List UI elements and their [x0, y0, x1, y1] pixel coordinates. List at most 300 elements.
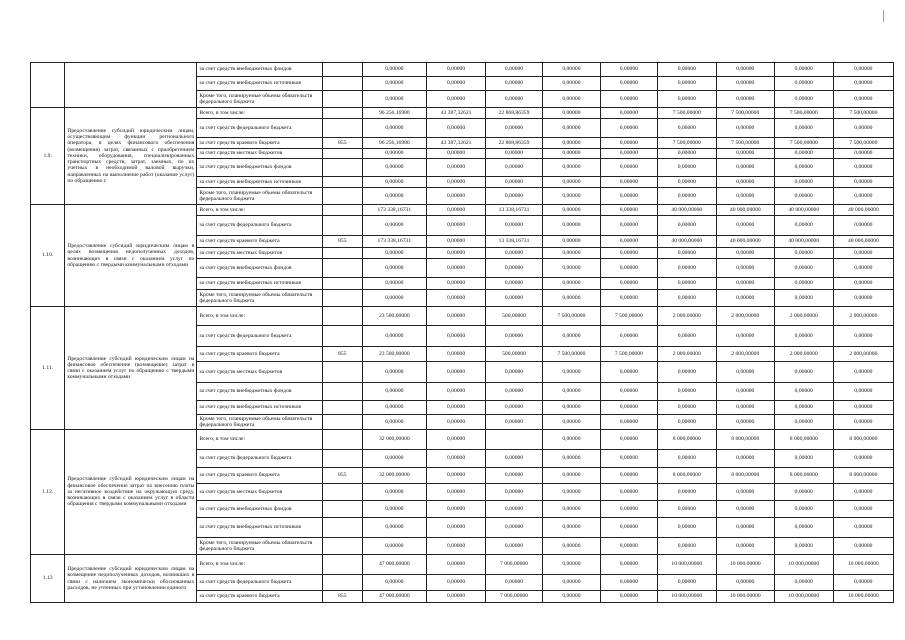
amount-cell: 7 500,00000	[542, 347, 600, 362]
amount-cell: 0,00000	[542, 278, 600, 290]
amount-cell: 0,00000	[427, 415, 486, 430]
amount-cell: 0,00000	[833, 326, 893, 347]
amount-cell: 0,00000	[774, 501, 833, 518]
funding-source-cell: Кроме того, планируемые объемы обязательств федерального бюджета	[197, 415, 323, 430]
table-row	[31, 430, 894, 450]
activity-name-cell: Предоставление субсидий юридическим лицам, осуществляющим функции регионального оператора, в целях финансового обеспечения (возмещения) затрат, связанных с приобретением техники, оборудования, специализированных транспортных средств, затрат, заемных, по их учетных в необходимой валовой выручки, направленных на выполнение работ (оказание услуг) по обращению с	[65, 108, 197, 205]
funding-source-cell: Всего, в том числе:	[197, 430, 323, 450]
amount-cell: 0,00000	[716, 290, 774, 307]
amount-cell: 0,00000	[486, 188, 543, 205]
amount-cell: 0,00000	[362, 538, 426, 555]
amount-cell: 96 256,16980	[362, 108, 426, 119]
funding-source-cell: за счет средств внебюджетных источников	[197, 518, 323, 538]
amount-cell: 8 000,00000	[774, 468, 833, 484]
amount-cell: 2 000,00000	[833, 307, 893, 326]
amount-cell: 0,00000	[600, 555, 657, 575]
amount-cell: 0,00000	[833, 518, 893, 538]
amount-cell: 0,00000	[486, 518, 543, 538]
budget-code-cell	[322, 401, 362, 415]
amount-cell: 0,00000	[362, 383, 426, 401]
funding-source-cell: за счет средств местных бюджетов	[197, 484, 323, 501]
amount-cell: 0,00000	[716, 362, 774, 383]
amount-cell: 0,00000	[600, 501, 657, 518]
amount-cell: 0,00000	[774, 450, 833, 468]
amount-cell: 0,00000	[486, 248, 543, 259]
amount-cell: 0,00000	[427, 119, 486, 138]
amount-cell: 0,00000	[486, 326, 543, 347]
amount-cell: 0,00000	[427, 326, 486, 347]
amount-cell: 0,00000	[362, 278, 426, 290]
funding-source-cell: за счет средств внебюджетных фондов	[197, 159, 323, 177]
amount-cell: 0,00000	[362, 77, 426, 91]
amount-cell: 0,00000	[774, 415, 833, 430]
amount-cell: 2 000,00000	[716, 347, 774, 362]
amount-cell: 8 000,00000	[716, 468, 774, 484]
amount-cell: 0,00000	[427, 575, 486, 591]
amount-cell: 0,00000	[486, 63, 543, 77]
amount-cell: 0,00000	[427, 188, 486, 205]
activity-name-cell: Предоставление субсидий юридическим лицам на финансовое обеспечение затрат по внесению платы за негативное воздействие на окружающую среду, возникающих в связи с оказанием услуг в области обращения с твердыми коммунальными отходами	[65, 430, 197, 555]
funding-source-cell: за счет средств федерального бюджета	[197, 216, 323, 236]
funding-source-cell: за счет средств внебюджетных фондов	[197, 383, 323, 401]
amount-cell: 0,00000	[362, 149, 426, 159]
activity-name-cell: Предоставление субсидий юридическим лицам на возмещение недополученных доходов, возникших в связи с наличием экономически обоснованных расходов, не учтенных при установлении единого	[65, 555, 197, 603]
amount-cell: 0,00000	[657, 450, 716, 468]
amount-cell: 7 500,00000	[833, 138, 893, 149]
amount-cell: 0,00000	[657, 415, 716, 430]
budget-code-cell	[322, 216, 362, 236]
amount-cell: 0,00000	[542, 259, 600, 278]
amount-cell: 0,00000	[657, 149, 716, 159]
amount-cell: 0,00000	[774, 278, 833, 290]
amount-cell: 0,00000	[600, 63, 657, 77]
amount-cell: 0,00000	[486, 538, 543, 555]
amount-cell: 0,00000	[657, 278, 716, 290]
amount-cell: 7 500,00000	[833, 108, 893, 119]
amount-cell: 0,00000	[774, 362, 833, 383]
amount-cell: 0,00000	[362, 119, 426, 138]
amount-cell: 13 338,16731	[486, 205, 543, 216]
amount-cell: 0,00000	[486, 216, 543, 236]
amount-cell: 0,00000	[362, 91, 426, 108]
funding-source-cell: за счет средств федерального бюджета	[197, 450, 323, 468]
amount-cell: 0,00000	[600, 401, 657, 415]
amount-cell: 0,00000	[833, 538, 893, 555]
amount-cell: 0,00000	[486, 159, 543, 177]
budget-code-cell	[322, 91, 362, 108]
amount-cell: 0,00000	[600, 430, 657, 450]
amount-cell: 8 000,00000	[657, 468, 716, 484]
amount-cell: 0,00000	[427, 159, 486, 177]
activity-name-cell: Предоставление субсидий юридическим лицам в целях возмещения недополученных доходов, возникающих в связи с оказанием услуг по обращению с твердыми коммунальными отходами	[65, 205, 197, 307]
amount-cell: 0,00000	[542, 205, 600, 216]
amount-cell: 0,00000	[716, 63, 774, 77]
amount-cell: 10 000,00000	[657, 555, 716, 575]
amount-cell: 0,00000	[716, 518, 774, 538]
amount-cell: 0,00000	[833, 484, 893, 501]
amount-cell: 0,00000	[600, 450, 657, 468]
table-row	[31, 63, 894, 77]
amount-cell: 0,00000	[716, 575, 774, 591]
amount-cell: 0,00000	[542, 383, 600, 401]
amount-cell: 40 000,00000	[657, 205, 716, 216]
amount-cell: 0,00000	[427, 259, 486, 278]
amount-cell: 40 000,00000	[716, 236, 774, 248]
amount-cell: 0,00000	[542, 575, 600, 591]
amount-cell: 0,00000	[833, 290, 893, 307]
funding-source-cell: за счет средств внебюджетных источников	[197, 77, 323, 91]
amount-cell: 7 500,00000	[657, 138, 716, 149]
amount-cell: 7 500,00000	[716, 138, 774, 149]
amount-cell: 0,00000	[542, 188, 600, 205]
amount-cell: 8 000,00000	[774, 430, 833, 450]
funding-source-cell: за счет средств местных бюджетов	[197, 362, 323, 383]
amount-cell: 0,00000	[716, 278, 774, 290]
amount-cell: 32 000,00000	[362, 430, 426, 450]
amount-cell: 0,00000	[716, 259, 774, 278]
amount-cell: 0,00000	[833, 501, 893, 518]
amount-cell: 0,00000	[542, 538, 600, 555]
budget-code-cell	[322, 248, 362, 259]
amount-cell: 40 000,00000	[833, 205, 893, 216]
amount-cell: 0,00000	[657, 63, 716, 77]
amount-cell: 0,00000	[486, 278, 543, 290]
funding-source-cell: Всего, в том числе:	[197, 307, 323, 326]
amount-cell: 0,00000	[542, 591, 600, 603]
funding-source-cell: за счет средств внебюджетных источников	[197, 278, 323, 290]
amount-cell: 0,00000	[542, 77, 600, 91]
amount-cell: 0,00000	[486, 484, 543, 501]
amount-cell: 0,00000	[657, 290, 716, 307]
amount-cell: 0,00000	[657, 119, 716, 138]
amount-cell: 0,00000	[600, 108, 657, 119]
amount-cell: 10 000,00000	[774, 555, 833, 575]
amount-cell: 0,00000	[716, 326, 774, 347]
budget-code-cell	[322, 415, 362, 430]
scan-corner-mark	[883, 10, 886, 22]
amount-cell: 0,00000	[774, 177, 833, 188]
amount-cell: 0,00000	[542, 555, 600, 575]
amount-cell: 0,00000	[486, 501, 543, 518]
row-number-cell	[31, 63, 65, 108]
amount-cell: 0,00000	[774, 518, 833, 538]
amount-cell: 0,00000	[774, 149, 833, 159]
budget-code-cell: 855	[322, 236, 362, 248]
amount-cell: 0,00000	[774, 77, 833, 91]
funding-source-cell: за счет средств краевого бюджета	[197, 591, 323, 603]
amount-cell: 0,00000	[716, 248, 774, 259]
funding-source-cell: Кроме того, планируемые объемы обязательств федерального бюджета	[197, 290, 323, 307]
amount-cell: 0,00000	[427, 501, 486, 518]
amount-cell: 0,00000	[600, 415, 657, 430]
table-row	[31, 205, 894, 216]
amount-cell: 0,00000	[486, 415, 543, 430]
amount-cell: 7 000,00000	[486, 555, 543, 575]
amount-cell: 23 500,00000	[362, 347, 426, 362]
amount-cell: 0,00000	[833, 77, 893, 91]
funding-source-cell: за счет средств внебюджетных фондов	[197, 63, 323, 77]
amount-cell: 0,00000	[833, 575, 893, 591]
amount-cell: 0,00000	[542, 177, 600, 188]
amount-cell: 0,00000	[427, 216, 486, 236]
amount-cell: 0,00000	[600, 248, 657, 259]
budget-code-cell	[322, 188, 362, 205]
amount-cell: 0,00000	[427, 450, 486, 468]
funding-source-cell: за счет средств местных бюджетов	[197, 149, 323, 159]
amount-cell: 0,00000	[542, 518, 600, 538]
amount-cell: 0,00000	[833, 188, 893, 205]
amount-cell: 0,00000	[362, 248, 426, 259]
amount-cell: 0,00000	[486, 177, 543, 188]
amount-cell: 0,00000	[362, 501, 426, 518]
amount-cell: 0,00000	[362, 216, 426, 236]
budget-code-cell	[322, 575, 362, 591]
amount-cell: 0,00000	[486, 77, 543, 91]
amount-cell: 0,00000	[657, 91, 716, 108]
amount-cell: 0,00000	[774, 119, 833, 138]
amount-cell: 0,00000	[542, 430, 600, 450]
amount-cell: 0,00000	[833, 63, 893, 77]
amount-cell: 0,00000	[486, 468, 543, 484]
amount-cell: 47 000,00000	[362, 591, 426, 603]
amount-cell: 0,00000	[542, 248, 600, 259]
amount-cell: 0,00000	[600, 177, 657, 188]
amount-cell: 0,00000	[427, 468, 486, 484]
amount-cell: 0,00000	[657, 248, 716, 259]
amount-cell: 0,00000	[542, 401, 600, 415]
amount-cell: 0,00000	[362, 362, 426, 383]
amount-cell: 0,00000	[362, 450, 426, 468]
amount-cell: 40 000,00000	[716, 205, 774, 216]
amount-cell: 0,00000	[716, 177, 774, 188]
budget-code-cell	[322, 307, 362, 326]
budget-code-cell	[322, 119, 362, 138]
amount-cell: 0,00000	[427, 236, 486, 248]
funding-source-cell: Всего, в том числе:	[197, 555, 323, 575]
amount-cell: 0,00000	[600, 278, 657, 290]
budget-code-cell: 855	[322, 138, 362, 149]
activity-name-cell: Предоставление субсидий юридическим лицам на финансовое обеспечение (возмещение) затрат в связи с оказанием услуг по обращению с твердыми коммунальными отходами	[65, 307, 197, 430]
amount-cell: 0,00000	[657, 501, 716, 518]
row-number-cell: 1.13	[31, 555, 65, 603]
amount-cell: 0,00000	[716, 450, 774, 468]
amount-cell: 0,00000	[657, 177, 716, 188]
amount-cell: 0,00000	[833, 119, 893, 138]
amount-cell: 0,00000	[657, 575, 716, 591]
amount-cell: 173 338,16731	[362, 236, 426, 248]
amount-cell: 8 000,00000	[716, 430, 774, 450]
amount-cell: 10 000,00000	[833, 591, 893, 603]
amount-cell: 0,00000	[427, 63, 486, 77]
amount-cell: 0,00000	[542, 501, 600, 518]
amount-cell: 0,00000	[600, 216, 657, 236]
amount-cell: 0,00000	[600, 383, 657, 401]
amount-cell: 0,00000	[774, 159, 833, 177]
funding-source-cell: за счет средств федерального бюджета	[197, 119, 323, 138]
amount-cell: 8 000,00000	[657, 430, 716, 450]
amount-cell: 0,00000	[657, 362, 716, 383]
budget-code-cell	[322, 362, 362, 383]
amount-cell: 0,00000	[542, 450, 600, 468]
amount-cell: 0,00000	[362, 63, 426, 77]
amount-cell: 10 000,00000	[833, 555, 893, 575]
amount-cell: 0,00000	[486, 362, 543, 383]
amount-cell: 0,00000	[600, 468, 657, 484]
amount-cell: 173 338,16731	[362, 205, 426, 216]
amount-cell: 0,00000	[427, 555, 486, 575]
amount-cell: 32 000,00000	[362, 468, 426, 484]
amount-cell: 0,00000	[774, 326, 833, 347]
amount-cell: 0,00000	[486, 575, 543, 591]
amount-cell: 43 387,32621	[427, 108, 486, 119]
amount-cell: 0,00000	[657, 518, 716, 538]
amount-cell: 0,00000	[774, 91, 833, 108]
amount-cell: 0,00000	[427, 538, 486, 555]
amount-cell: 0,00000	[362, 575, 426, 591]
amount-cell: 0,00000	[427, 149, 486, 159]
amount-cell: 0,00000	[774, 538, 833, 555]
budget-code-cell	[322, 555, 362, 575]
amount-cell: 0,00000	[833, 450, 893, 468]
amount-cell: 0,00000	[600, 326, 657, 347]
amount-cell: 0,00000	[657, 383, 716, 401]
budget-code-cell	[322, 538, 362, 555]
amount-cell: 0,00000	[657, 159, 716, 177]
amount-cell: 96 256,16980	[362, 138, 426, 149]
amount-cell: 0,00000	[833, 177, 893, 188]
amount-cell: 0,00000	[774, 290, 833, 307]
amount-cell: 40 000,00000	[774, 236, 833, 248]
amount-cell: 0,00000	[600, 575, 657, 591]
table-row	[31, 555, 894, 575]
amount-cell: 0,00000	[716, 484, 774, 501]
amount-cell: 0,00000	[542, 119, 600, 138]
amount-cell: 2 000,00000	[774, 347, 833, 362]
amount-cell: 0,00000	[657, 326, 716, 347]
budget-code-cell	[322, 278, 362, 290]
amount-cell: 2 000,00000	[716, 307, 774, 326]
amount-cell: 0,00000	[542, 108, 600, 119]
amount-cell: 0,00000	[774, 383, 833, 401]
amount-cell: 0,00000	[427, 401, 486, 415]
amount-cell: 0,00000	[427, 177, 486, 188]
budget-code-cell	[322, 290, 362, 307]
amount-cell: 0,00000	[542, 326, 600, 347]
funding-source-cell: Кроме того, планируемые объемы обязательств федерального бюджета	[197, 91, 323, 108]
amount-cell: 0,00000	[427, 383, 486, 401]
amount-cell: 7 500,00000	[600, 347, 657, 362]
amount-cell: 0,00000	[600, 205, 657, 216]
activity-name-cell	[65, 63, 197, 108]
amount-cell: 0,00000	[542, 216, 600, 236]
amount-cell: 0,00000	[542, 138, 600, 149]
budget-code-cell	[322, 108, 362, 119]
budget-code-cell	[322, 501, 362, 518]
funding-source-cell: за счет средств краевого бюджета	[197, 138, 323, 149]
funding-source-cell: Всего, в том числе:	[197, 205, 323, 216]
amount-cell: 0,00000	[657, 538, 716, 555]
budget-code-cell	[322, 326, 362, 347]
amount-cell: 0,00000	[486, 149, 543, 159]
funding-source-cell: за счет средств внебюджетных источников	[197, 177, 323, 188]
amount-cell: 7 500,00000	[774, 138, 833, 149]
amount-cell: 0,00000	[716, 501, 774, 518]
funding-source-cell: за счет средств местных бюджетов	[197, 248, 323, 259]
amount-cell: 10 000,00000	[716, 591, 774, 603]
amount-cell: 0,00000	[362, 188, 426, 205]
amount-cell: 0,00000	[427, 248, 486, 259]
amount-cell: 0,00000	[486, 450, 543, 468]
budget-code-cell	[322, 484, 362, 501]
amount-cell: 0,00000	[657, 77, 716, 91]
amount-cell: 0,00000	[833, 91, 893, 108]
amount-cell: 0,00000	[362, 290, 426, 307]
amount-cell: 0,00000	[600, 290, 657, 307]
amount-cell: 40 000,00000	[774, 205, 833, 216]
amount-cell: 0,00000	[427, 205, 486, 216]
amount-cell: 0,00000	[542, 149, 600, 159]
amount-cell: 0,00000	[716, 149, 774, 159]
amount-cell: 0,00000	[542, 91, 600, 108]
amount-cell: 0,00000	[774, 63, 833, 77]
amount-cell: 0,00000	[716, 188, 774, 205]
amount-cell: 0,00000	[716, 401, 774, 415]
amount-cell: 0,00000	[427, 518, 486, 538]
funding-source-cell: Всего, в том числе:	[197, 108, 323, 119]
amount-cell: 8 000,00000	[833, 468, 893, 484]
amount-cell: 0,00000	[716, 119, 774, 138]
amount-cell: 0,00000	[716, 216, 774, 236]
amount-cell: 0,00000	[362, 518, 426, 538]
amount-cell: 2 000,00000	[657, 307, 716, 326]
amount-cell: 7 500,00000	[657, 108, 716, 119]
funding-source-cell: за счет средств внебюджетных фондов	[197, 259, 323, 278]
amount-cell: 0,00000	[427, 484, 486, 501]
funding-source-cell: Кроме того, планируемые объемы обязательств федерального бюджета	[197, 538, 323, 555]
amount-cell: 0,00000	[600, 518, 657, 538]
budget-code-cell	[322, 518, 362, 538]
amount-cell: 0,00000	[362, 326, 426, 347]
amount-cell: 0,00000	[716, 77, 774, 91]
amount-cell: 0,00000	[774, 248, 833, 259]
amount-cell: 0,00000	[600, 77, 657, 91]
amount-cell: 0,00000	[774, 216, 833, 236]
amount-cell: 0,00000	[362, 415, 426, 430]
amount-cell: 0,00000	[600, 91, 657, 108]
budget-code-cell	[322, 205, 362, 216]
budget-code-cell	[322, 159, 362, 177]
funding-source-cell: за счет средств федерального бюджета	[197, 575, 323, 591]
amount-cell: 22 868,86359	[486, 108, 543, 119]
amount-cell: 0,00000	[600, 591, 657, 603]
amount-cell: 0,00000	[427, 591, 486, 603]
table-row	[31, 307, 894, 326]
funding-source-cell: за счет средств краевого бюджета	[197, 468, 323, 484]
funding-source-cell: за счет средств внебюджетных источников	[197, 401, 323, 415]
amount-cell: 0,00000	[542, 290, 600, 307]
amount-cell: 0,00000	[486, 401, 543, 415]
amount-cell: 40 000,00000	[657, 236, 716, 248]
amount-cell: 0,00000	[600, 362, 657, 383]
amount-cell: 0,00000	[542, 415, 600, 430]
amount-cell: 0,00000	[833, 149, 893, 159]
amount-cell: 0,00000	[600, 188, 657, 205]
amount-cell: 0,00000	[833, 248, 893, 259]
funding-source-cell: за счет средств краевого бюджета	[197, 236, 323, 248]
amount-cell: 0,00000	[542, 159, 600, 177]
amount-cell: 500,00000	[486, 347, 543, 362]
amount-cell: 0,00000	[362, 177, 426, 188]
